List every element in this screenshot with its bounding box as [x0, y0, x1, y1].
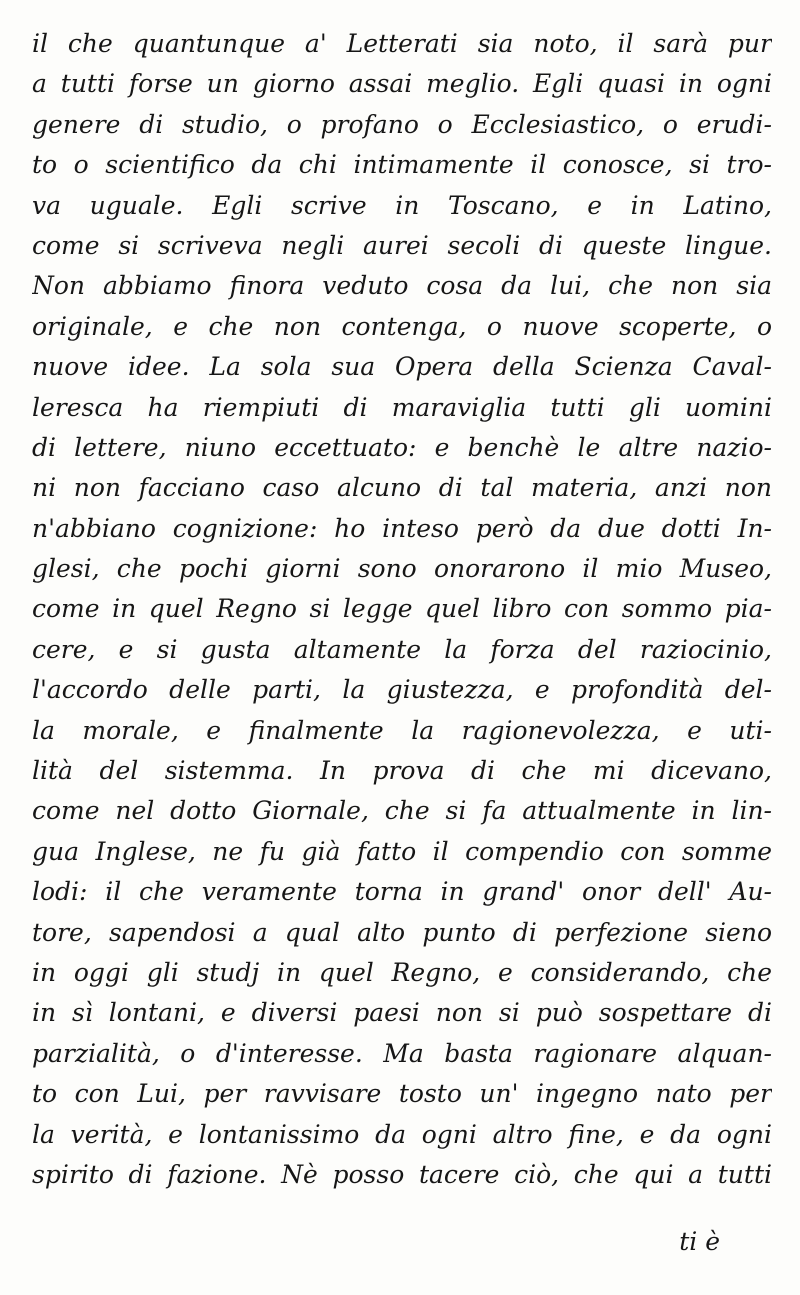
text-line: come si scriveva negli aurei secoli di queste lingue. — [32, 230, 772, 260]
text-line: va uguale. Egli scrive in Toscano, e in Latino, — [32, 190, 772, 220]
text-line: il che quantunque a' Letterati sia noto, il sarà pur — [32, 29, 772, 58]
text-line: gua Inglese, ne fu già fatto il compendio con somme — [32, 836, 772, 866]
body-text — [32, 24, 772, 1195]
text-line: ni non facciano caso alcuno di tal materia, anzi non — [32, 473, 772, 503]
text-line: originale, e che non contenga, o nuove scoperte, o — [32, 311, 772, 341]
text-line: come in quel Regno si legge quel libro con sommo pia- — [32, 594, 772, 624]
text-line: lodi: il che veramente torna in grand' onor dell' Au- — [32, 877, 772, 907]
text-line: a tutti forse un giorno assai meglio. Egli quasi in ogni — [32, 69, 772, 99]
text-line: tore, sapendosi a qual alto punto di perfezione sieno — [32, 917, 772, 947]
text-line: to o scientifico da chi intimamente il conosce, si tro- — [32, 150, 772, 180]
text-line: spirito di fazione. Nè posso tacere ciò, che qui a tutti — [32, 1159, 772, 1189]
text-line: la morale, e finalmente la ragionevolezza, e uti- — [32, 715, 772, 745]
text-line: cere, e si gusta altamente la forza del raziocinio, — [32, 634, 772, 664]
text-line: di lettere, niuno eccettuato: e benchè le altre nazio- — [32, 432, 772, 462]
text-line: lità del sistemma. In prova di che mi dicevano, — [32, 756, 772, 786]
text-line: in sì lontani, e diversi paesi non si può sospettare di — [32, 998, 772, 1028]
text-line: in oggi gli studj in quel Regno, e considerando, che — [32, 957, 772, 987]
text-line: l'accordo delle parti, la giustezza, e profondità del- — [32, 675, 772, 705]
text-line: Non abbiamo finora veduto cosa da lui, che non sia — [32, 271, 772, 301]
text-line: glesi, che pochi giorni sono onorarono il mio Museo, — [32, 554, 772, 584]
text-line: to con Lui, per ravvisare tosto un' ingegno nato per — [32, 1079, 772, 1109]
text-line: genere di studio, o profano o Ecclesiastico, o erudi- — [32, 109, 772, 139]
text-line: leresca ha riempiuti di maraviglia tutti gli uomini — [32, 392, 772, 422]
text-line: la verità, e lontanissimo da ogni altro fine, e da ogni — [32, 1119, 772, 1149]
text-line: come nel dotto Giornale, che si fa attualmente in lin- — [32, 796, 772, 826]
catchword: ti è — [679, 1227, 720, 1256]
text-line: n'abbiano cognizione: ho inteso però da due dotti In- — [32, 513, 772, 543]
text-line: parzialità, o d'interesse. Ma basta ragionare alquan- — [32, 1038, 772, 1068]
text-line: nuove idee. La sola sua Opera della Scienza Caval- — [32, 352, 772, 382]
